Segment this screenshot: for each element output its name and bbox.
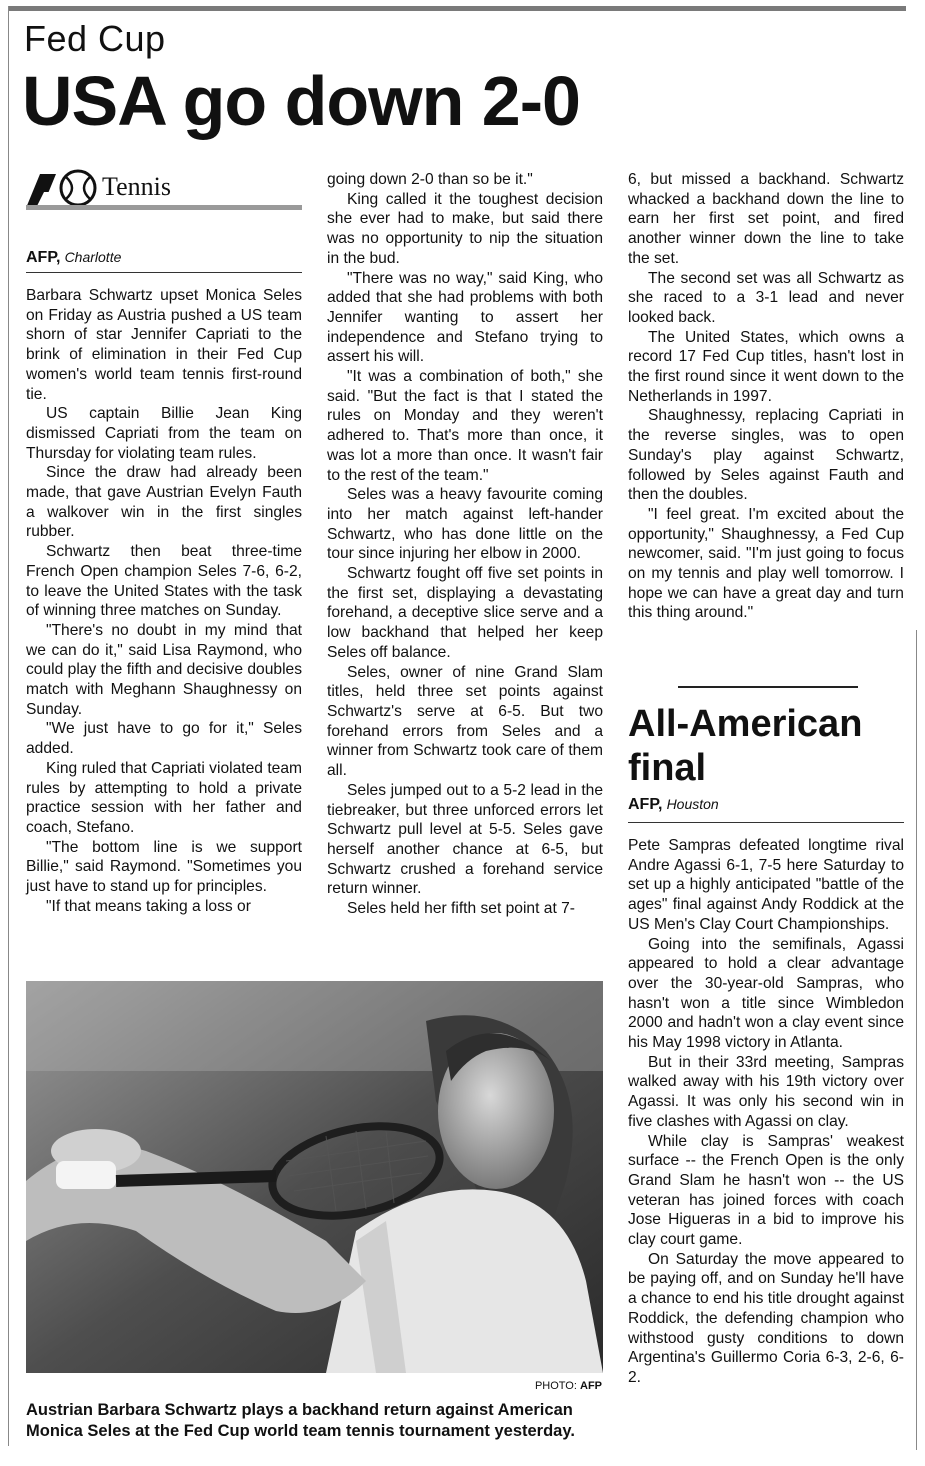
paragraph: While clay is Sampras' weakest surface -- the French Open is the only Grand Slam he hasn't won -- the US veteran has joined forces with coach Jose Higueras in a bid to improve his clay court game. bbox=[628, 1132, 904, 1249]
byline-agency: AFP, bbox=[26, 249, 61, 266]
paragraph: "The bottom line is we support Billie," said Raymond. "Sometimes you just have to stand up for principles. bbox=[26, 838, 302, 896]
paragraph: Schwartz then beat three-time French Open champion Seles 7-6, 6-2, to leave the United States with the task of winning three matches on Sunday. bbox=[26, 543, 302, 620]
byline-rule bbox=[26, 272, 302, 273]
news-photo bbox=[26, 981, 603, 1373]
photo-caption: Austrian Barbara Schwartz plays a backhand return against American Monica Seles at the Fed Cup world team tennis tournament yesterday. bbox=[26, 1401, 575, 1440]
paragraph: Shaughnessy, replacing Capriati in the reverse singles, was to open Sunday's play against Schwartz, followed by Seles against Fauth and then the doubles. bbox=[628, 407, 904, 504]
paragraph: Seles held her fifth set point at 7- bbox=[347, 900, 575, 918]
photo-credit bbox=[490, 1380, 602, 1392]
paragraph: King called it the toughest decision she ever had to make, but said there was no opportunity to nip the situation in the bud. bbox=[327, 190, 603, 267]
paragraph: "I feel great. I'm excited about the opportunity," Shaughnessy, a Fed Cup newcomer, said. "I'm just going to focus on my tennis and play well tomorrow. I hope we can have a great day and turn this thing around." bbox=[628, 505, 904, 622]
second-byline-rule bbox=[628, 822, 904, 823]
paragraph: Since the draw had already been made, that gave Austrian Evelyn Fauth a walkover win in the first singles rubber. bbox=[26, 464, 302, 541]
paragraph: Pete Sampras defeated longtime rival Andre Agassi 6-1, 7-5 here Saturday to set up a highly anticipated "battle of the ages" final against Andy Roddick at the US Men's Clay Court Championships. bbox=[628, 837, 904, 933]
right-border-rule bbox=[916, 630, 917, 1450]
paragraph: On Saturday the move appeared to be paying off, and on Sunday he'll have a chance to end his title drought against Roddick, the defending champion who withstood gusty conditions to down Argentina's Guillermo Coria 6-3, 2-6, 6-2. bbox=[628, 1250, 904, 1386]
article-column-1 bbox=[26, 286, 302, 917]
headline: USA go down 2-0 bbox=[22, 62, 580, 140]
second-byline-place: Houston bbox=[666, 796, 719, 812]
paragraph: "There's no doubt in my mind that we can do it," said Lisa Raymond, who could play the fifth and decisive doubles match with Meghann Shaughnessy on Sunday. bbox=[26, 621, 302, 718]
paragraph: "There was no way," said King, who added that she had problems with both Jennifer wanting to assert her independence and Stefano trying to assert his will. bbox=[327, 269, 603, 366]
paragraph: Seles, owner of nine Grand Slam titles, held three set points against Schwartz's serve at 6-5. But two forehand errors from Seles and a winner from Schwartz took care of them all. bbox=[327, 663, 603, 780]
byline bbox=[26, 249, 121, 267]
paragraph: Going into the semifinals, Agassi appeared to hold a clear advantage over the 30-year-old Sampras, who hasn't won a title since Wimbledon 2000 and hadn't won a clay event since his May 1998 victory in Atlanta. bbox=[628, 935, 904, 1052]
paragraph: Barbara Schwartz upset Monica Seles on Friday as Austria pushed a US team shorn of star Jennifer Capriati to the brink of elimination in their Fed Cup women's world team tennis first-round tie. bbox=[26, 287, 302, 403]
photo-credit-agency: AFP bbox=[580, 1380, 602, 1392]
paragraph: Seles was a heavy favourite coming into her match against left-hander Schwartz, who has done little on the tour since injuring her elbow in 2000. bbox=[327, 486, 603, 563]
section-label: Tennis bbox=[102, 172, 171, 201]
paragraph: The United States, which owns a record 17 Fed Cup titles, hasn't lost in the first round since it went down to the Netherlands in 1997. bbox=[628, 328, 904, 405]
paragraph: Seles jumped out to a 5-2 lead in the tiebreaker, but three unforced errors let Schwartz pull level at 5-5. Seles gave herself another chance at 6-5, but Schwartz crushed a forehand service return winner. bbox=[327, 781, 603, 898]
paragraph: But in their 33rd meeting, Sampras walked away with his 19th victory over Agassi. It was only his second win in five clashes with Agassi on clay. bbox=[628, 1053, 904, 1130]
paragraph: King ruled that Capriati violated team rules by attempting to hold a private practice session with her father and coach, Stefano. bbox=[26, 759, 302, 836]
article-divider bbox=[678, 686, 858, 688]
second-headline-line-2: final bbox=[628, 747, 707, 789]
byline-place: Charlotte bbox=[64, 249, 122, 265]
second-byline bbox=[628, 796, 719, 814]
second-headline-line-1: All-American bbox=[628, 703, 863, 745]
paragraph: US captain Billie Jean King dismissed Capriati from the team on Thursday for violating team rules. bbox=[26, 405, 302, 462]
section-logo bbox=[26, 168, 302, 212]
second-article-column bbox=[628, 836, 904, 1388]
paragraph: "We just have to go for it," Seles added. bbox=[26, 720, 302, 758]
article-column-2 bbox=[327, 170, 603, 919]
left-border-rule bbox=[8, 6, 9, 1446]
paragraph: The second set was all Schwartz as she raced to a 3-1 lead and never looked back. bbox=[628, 269, 904, 326]
second-headline bbox=[628, 702, 862, 790]
tennis-player-photo bbox=[26, 981, 603, 1373]
kicker: Fed Cup bbox=[24, 18, 166, 59]
top-rule bbox=[8, 6, 906, 11]
paragraph: "It was a combination of both," she said. "But the fact is that I stated the rules on Monday and they weren't adhered to. That's more than once, it was lot a more than once. It wasn't fair to the rest of the team." bbox=[327, 368, 603, 484]
paragraph: 6, but missed a backhand. Schwartz whacked a backhand down the line to earn her first set point, and fired another winner down the line to take the set. bbox=[628, 171, 904, 267]
tennis-ball-icon bbox=[26, 168, 102, 208]
article-column-3 bbox=[628, 170, 904, 623]
section-bar bbox=[26, 205, 302, 210]
second-byline-agency: AFP, bbox=[628, 796, 663, 813]
paragraph: Schwartz fought off five set points in the first set, displaying a devastating forehand, a deceptive slice serve and a low backhand that helped her keep Seles off balance. bbox=[327, 565, 603, 661]
paragraph: going down 2-0 than so be it." bbox=[327, 171, 533, 188]
paragraph: "If that means taking a loss or bbox=[46, 897, 251, 915]
photo-credit-prefix: PHOTO: bbox=[534, 1380, 577, 1392]
